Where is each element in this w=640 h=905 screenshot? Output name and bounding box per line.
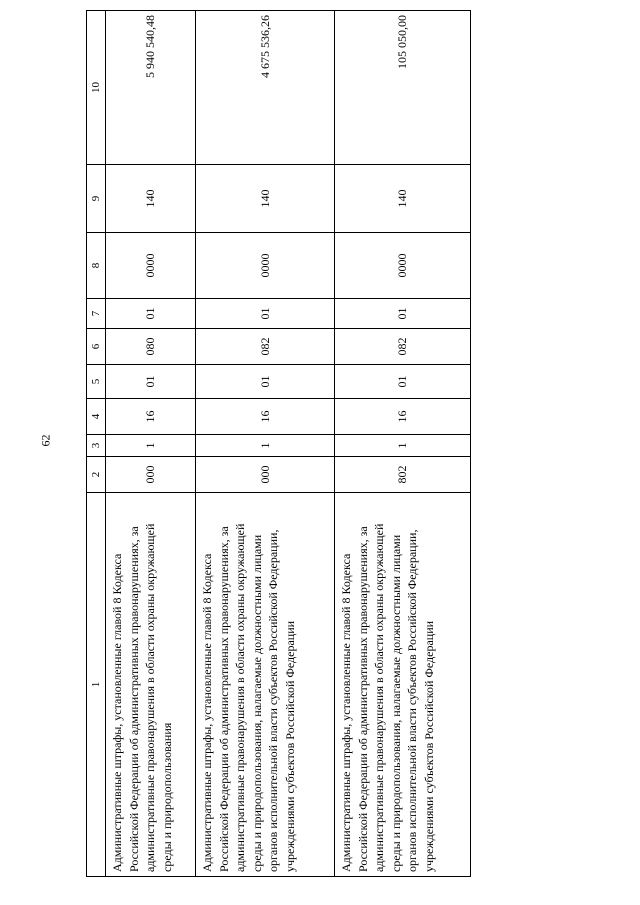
row-description: Административные штрафы, установленные главой 8 Кодекса Российской Федерации об административных правонарушениях, за административные правонарушения в области охраны окружающей среды и природопользования, налагаемые должностными лицами органов исполнительной власти субъектов Российской Федерации, учреждениями субъектов Российской Федерации xyxy=(335,493,471,877)
table-row xyxy=(106,11,196,877)
code-cell: 0000 xyxy=(335,233,471,299)
table-row xyxy=(196,11,335,877)
page-number: 62 xyxy=(38,434,53,447)
code-cell: 802 xyxy=(335,457,471,493)
code-cell: 082 xyxy=(196,329,335,365)
code-cell: 01 xyxy=(196,365,335,399)
row-description: Административные штрафы, установленные главой 8 Кодекса Российской Федерации об административных правонарушениях, за административные правонарушения в области охраны окружающей среды и природопользования, налагаемые должностными лицами органов исполнительной власти субъектов Российской Федерации, учреждениями субъектов Российской Федерации xyxy=(196,493,335,877)
code-cell: 1 xyxy=(335,435,471,457)
column-number: 10 xyxy=(87,11,106,165)
code-cell: 1 xyxy=(196,435,335,457)
amount-cell: 105 050,00 xyxy=(335,11,471,165)
code-cell: 080 xyxy=(106,329,196,365)
code-cell: 082 xyxy=(335,329,471,365)
column-number: 9 xyxy=(87,165,106,233)
code-cell: 140 xyxy=(335,165,471,233)
code-cell: 140 xyxy=(106,165,196,233)
code-cell: 140 xyxy=(196,165,335,233)
code-cell: 01 xyxy=(335,299,471,329)
rotated-table-container xyxy=(86,11,470,877)
budget-table xyxy=(86,10,471,877)
amount-cell: 4 675 536,26 xyxy=(196,11,335,165)
column-number: 8 xyxy=(87,233,106,299)
code-cell: 0000 xyxy=(106,233,196,299)
column-number: 7 xyxy=(87,299,106,329)
code-cell: 16 xyxy=(106,399,196,435)
column-number: 1 xyxy=(87,493,106,877)
column-number: 4 xyxy=(87,399,106,435)
column-number-row xyxy=(87,11,106,877)
column-number: 3 xyxy=(87,435,106,457)
column-number: 6 xyxy=(87,329,106,365)
table-row xyxy=(335,11,471,877)
code-cell: 16 xyxy=(196,399,335,435)
code-cell: 0000 xyxy=(196,233,335,299)
code-cell: 01 xyxy=(196,299,335,329)
column-number: 2 xyxy=(87,457,106,493)
code-cell: 16 xyxy=(335,399,471,435)
code-cell: 01 xyxy=(335,365,471,399)
code-cell: 01 xyxy=(106,299,196,329)
code-cell: 01 xyxy=(106,365,196,399)
column-number: 5 xyxy=(87,365,106,399)
code-cell: 000 xyxy=(106,457,196,493)
row-description: Административные штрафы, установленные главой 8 Кодекса Российской Федерации об административных правонарушениях, за административные правонарушения в области охраны окружающей среды и природопользования xyxy=(106,493,196,877)
code-cell: 1 xyxy=(106,435,196,457)
amount-cell: 5 940 540,48 xyxy=(106,11,196,165)
code-cell: 000 xyxy=(196,457,335,493)
